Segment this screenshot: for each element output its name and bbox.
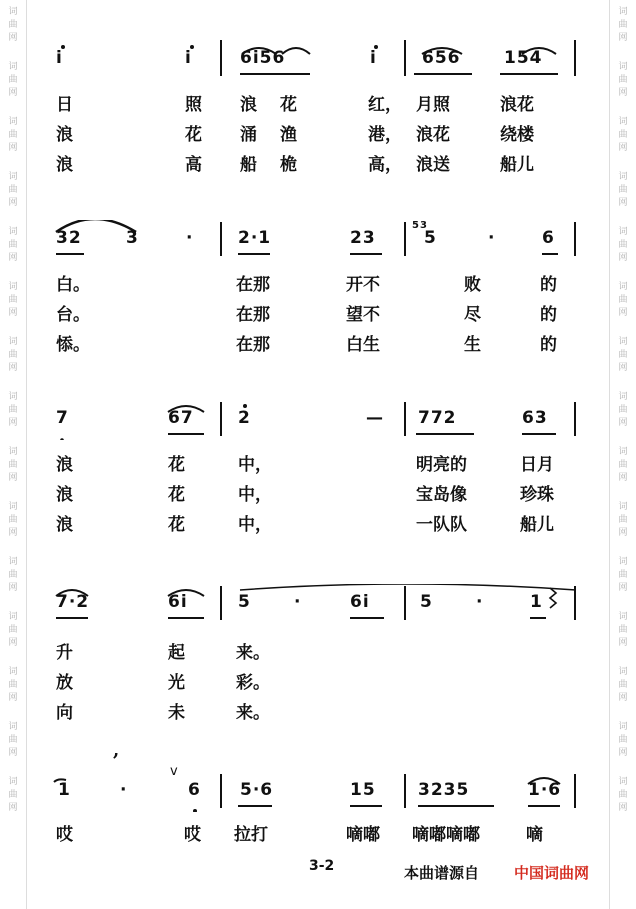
note: 6i [350, 592, 370, 612]
barline [220, 774, 222, 808]
watermark-char: 网 [618, 638, 628, 648]
watermark-char: 网 [8, 583, 18, 593]
barline [404, 40, 406, 76]
watermark-group [618, 61, 627, 100]
watermark-char: 网 [618, 748, 628, 758]
lyric: 花 [168, 455, 185, 475]
lyric: 在那 [236, 305, 270, 325]
lyric: 日 [56, 95, 73, 115]
source-label: 本曲谱源自 [404, 864, 480, 882]
watermark-char: 网 [8, 803, 18, 813]
watermark-char: 词 [8, 502, 18, 512]
watermark-char: 网 [618, 583, 628, 593]
lyric: 的 [540, 275, 557, 295]
note: 67 [168, 408, 194, 428]
watermark-char: 曲 [618, 405, 628, 415]
watermark-char: 曲 [618, 75, 628, 85]
system-1-marks [44, 40, 584, 80]
lyric: 花 [168, 515, 185, 535]
barline [574, 402, 576, 436]
lyric: 起 [168, 643, 185, 663]
watermark-char: 网 [8, 253, 18, 263]
watermark-char: 网 [8, 88, 18, 98]
note: i [370, 48, 377, 68]
lyric: 光 [168, 673, 185, 693]
page-number: 3-2 [309, 858, 335, 874]
lyric: 渔 [280, 125, 297, 145]
watermark-group [618, 446, 627, 485]
note: 5 [420, 592, 433, 612]
watermark-group [618, 226, 627, 265]
watermark-char: 曲 [8, 405, 18, 415]
barline [220, 402, 222, 436]
lyric: 望不 [346, 305, 380, 325]
watermark-char: 曲 [618, 680, 628, 690]
system-2-marks [44, 220, 584, 260]
watermark-char: 词 [8, 392, 18, 402]
lyric: 未 [168, 703, 185, 723]
system-3-marks [44, 400, 584, 440]
watermark-group [8, 281, 17, 320]
lyric: 珍珠 [520, 485, 554, 505]
barline [574, 222, 576, 256]
lyric: 宝岛像 [416, 485, 467, 505]
watermark-char: 网 [618, 418, 628, 428]
note: · [294, 592, 302, 612]
watermark-group [618, 776, 627, 815]
watermark-char: 曲 [8, 350, 18, 360]
watermark-char: 词 [8, 722, 18, 732]
watermark-char: 曲 [8, 185, 18, 195]
barline [404, 222, 406, 256]
watermark-group [618, 171, 627, 210]
watermark-group [8, 501, 17, 540]
breath-mark: , [113, 740, 120, 761]
note: 63 [522, 408, 548, 428]
accent-mark: v [170, 764, 179, 779]
lyric: 嘀嘟嘀嘟 [412, 825, 480, 845]
lyric: 浪 [56, 485, 73, 505]
watermark-char: 网 [618, 693, 628, 703]
lyric: 绕楼 [500, 125, 534, 145]
low-dot [193, 809, 197, 812]
lyric: 哎 [56, 825, 73, 845]
note: i [56, 48, 63, 68]
lyric: 嘀 [526, 825, 543, 845]
note: — [366, 408, 384, 428]
lyric: 来。 [236, 643, 270, 663]
note: 6i56 [240, 48, 286, 68]
watermark-group [618, 336, 627, 375]
watermark-char: 词 [618, 722, 628, 732]
lyric: 白。 [56, 275, 90, 295]
note: 5·6 [240, 780, 274, 800]
watermark-char: 曲 [8, 20, 18, 30]
barline [574, 40, 576, 76]
lyric: 悿。 [56, 335, 90, 355]
lyric: 在那 [236, 335, 270, 355]
note: 1 [58, 780, 71, 800]
lyric: 中， [238, 455, 272, 475]
lyric: 嘀嘟 [346, 825, 380, 845]
lyric: 涌 [240, 125, 257, 145]
lyric: 港， [368, 125, 402, 145]
watermark-group [8, 391, 17, 430]
note: 32 [56, 228, 82, 248]
note: 7 [56, 408, 69, 428]
watermark-group [8, 776, 17, 815]
lyric: 船儿 [500, 155, 534, 175]
barline [220, 222, 222, 256]
watermark-char: 词 [618, 337, 628, 347]
watermark-group [8, 611, 17, 650]
note: 772 [418, 408, 457, 428]
watermark-char: 网 [8, 418, 18, 428]
note: 2·1 [238, 228, 272, 248]
barline [220, 586, 222, 620]
watermark-char: 网 [618, 308, 628, 318]
lyric: 升 [56, 643, 73, 663]
watermark-char: 曲 [8, 240, 18, 250]
watermark-char: 词 [618, 117, 628, 127]
watermark-char: 曲 [8, 625, 18, 635]
note: · [476, 592, 484, 612]
barline [574, 586, 576, 620]
watermark-char: 曲 [8, 735, 18, 745]
watermark-char: 网 [618, 253, 628, 263]
watermark-group [618, 391, 627, 430]
watermark-char: 网 [618, 528, 628, 538]
watermark-char: 词 [618, 7, 628, 17]
watermark-char: 曲 [8, 130, 18, 140]
lyric: 日月 [520, 455, 554, 475]
watermark-char: 词 [618, 777, 628, 787]
watermark-char: 曲 [618, 460, 628, 470]
watermark-char: 网 [8, 528, 18, 538]
watermark-char: 网 [618, 803, 628, 813]
watermark-char: 曲 [8, 570, 18, 580]
lyric: 高， [368, 155, 402, 175]
note: 3 [126, 228, 139, 248]
note: 3235 [418, 780, 470, 800]
watermark-char: 曲 [8, 460, 18, 470]
watermark-char: 词 [8, 557, 18, 567]
low-dot [60, 438, 64, 440]
watermark-char: 词 [618, 62, 628, 72]
lyric: 浪 [240, 95, 257, 115]
watermark-char: 词 [8, 172, 18, 182]
lyric: 台。 [56, 305, 90, 325]
lyric: 花 [280, 95, 297, 115]
watermark-char: 词 [8, 227, 18, 237]
lyric: 浪 [56, 155, 73, 175]
watermark-char: 词 [8, 117, 18, 127]
watermark-group [618, 721, 627, 760]
watermark-group [8, 6, 17, 45]
lyric: 浪 [56, 515, 73, 535]
lyric: 浪花 [416, 125, 450, 145]
watermark-char: 曲 [618, 570, 628, 580]
lyric: 的 [540, 305, 557, 325]
watermark-char: 词 [8, 777, 18, 787]
watermark-char: 网 [618, 33, 628, 43]
watermark-char: 曲 [8, 790, 18, 800]
lyric: 照 [185, 95, 202, 115]
note: · [120, 780, 128, 800]
lyric: 浪送 [416, 155, 450, 175]
lyric: 尽 [464, 305, 481, 325]
lyric: 中， [238, 515, 272, 535]
lyric: 高 [185, 155, 202, 175]
watermark-char: 网 [618, 473, 628, 483]
lyric: 来。 [236, 703, 270, 723]
lyric: 船 [240, 155, 257, 175]
watermark-char: 网 [618, 88, 628, 98]
watermark-char: 词 [618, 447, 628, 457]
watermark-group [618, 666, 627, 705]
barline [220, 40, 222, 76]
watermark-char: 网 [8, 638, 18, 648]
watermark-group [8, 226, 17, 265]
watermark-char: 网 [618, 198, 628, 208]
lyric: 向 [56, 703, 73, 723]
lyric: 浪 [56, 455, 73, 475]
lyric: 生 [464, 335, 481, 355]
lyric: 败 [464, 275, 481, 295]
watermark-char: 曲 [8, 515, 18, 525]
note: 6 [542, 228, 555, 248]
note: 5 [238, 592, 251, 612]
watermark-group [618, 6, 627, 45]
watermark-char: 词 [8, 62, 18, 72]
note: 23 [350, 228, 376, 248]
note: 1 [530, 592, 543, 612]
watermark-group [8, 666, 17, 705]
long-slur [240, 584, 576, 590]
watermark-char: 词 [618, 282, 628, 292]
watermark-char: 曲 [618, 515, 628, 525]
lyric: 中， [238, 485, 272, 505]
watermark-char: 词 [618, 612, 628, 622]
watermark-char: 网 [8, 363, 18, 373]
lyric: 的 [540, 335, 557, 355]
lyric: 明亮的 [416, 455, 467, 475]
watermark-char: 词 [8, 667, 18, 677]
barline [574, 774, 576, 808]
right-watermark-strip [609, 0, 636, 909]
watermark-char: 词 [8, 612, 18, 622]
note: · [186, 228, 194, 248]
watermark-char: 曲 [8, 75, 18, 85]
watermark-char: 曲 [8, 680, 18, 690]
watermark-char: 曲 [618, 735, 628, 745]
watermark-char: 曲 [618, 185, 628, 195]
lyric: 船儿 [520, 515, 554, 535]
watermark-group [8, 721, 17, 760]
slur [282, 48, 310, 54]
lyric: 拉打 [234, 825, 268, 845]
note: 2 [238, 408, 251, 428]
note: 6i [168, 592, 188, 612]
watermark-char: 曲 [618, 790, 628, 800]
watermark-char: 曲 [618, 240, 628, 250]
watermark-group [8, 61, 17, 100]
watermark-char: 词 [618, 227, 628, 237]
watermark-char: 网 [618, 143, 628, 153]
note: 15 [350, 780, 376, 800]
lyric: 放 [56, 673, 73, 693]
watermark-group [8, 556, 17, 595]
barline [404, 586, 406, 620]
watermark-char: 词 [618, 502, 628, 512]
watermark-char: 曲 [8, 295, 18, 305]
lyric: 花 [168, 485, 185, 505]
watermark-char: 词 [8, 447, 18, 457]
barline [404, 402, 406, 436]
watermark-char: 词 [8, 337, 18, 347]
note: 7·2 [56, 592, 90, 612]
watermark-char: 网 [8, 143, 18, 153]
watermark-char: 词 [618, 392, 628, 402]
watermark-char: 网 [8, 308, 18, 318]
watermark-char: 词 [618, 667, 628, 677]
note: 1·6 [528, 780, 562, 800]
watermark-group [8, 171, 17, 210]
watermark-group [618, 611, 627, 650]
watermark-char: 网 [8, 198, 18, 208]
note: 5 [424, 228, 437, 248]
watermark-char: 曲 [618, 350, 628, 360]
watermark-char: 网 [8, 33, 18, 43]
watermark-char: 词 [618, 557, 628, 567]
watermark-group [618, 281, 627, 320]
barline [404, 774, 406, 808]
brand-link[interactable]: 中国词曲网 [514, 864, 590, 882]
watermark-char: 曲 [618, 130, 628, 140]
left-watermark-strip [0, 0, 27, 909]
watermark-char: 网 [8, 748, 18, 758]
lyric: 哎 [184, 825, 201, 845]
note: · [488, 228, 496, 248]
watermark-group [618, 501, 627, 540]
lyric: 月照 [416, 95, 450, 115]
lyric: 红， [368, 95, 402, 115]
lyric: 桅 [280, 155, 297, 175]
watermark-char: 词 [8, 282, 18, 292]
lyric: 一队队 [416, 515, 467, 535]
watermark-char: 曲 [618, 295, 628, 305]
lyric: 花 [185, 125, 202, 145]
watermark-char: 曲 [618, 20, 628, 30]
lyric: 开不 [346, 275, 380, 295]
lyric: 浪 [56, 125, 73, 145]
watermark-char: 网 [8, 693, 18, 703]
watermark-group [618, 116, 627, 155]
watermark-char: 词 [8, 7, 18, 17]
note: 656 [422, 48, 461, 68]
watermark-char: 词 [618, 172, 628, 182]
watermark-group [8, 446, 17, 485]
grace-note: 53 [412, 220, 428, 231]
watermark-char: 网 [618, 363, 628, 373]
note: 6 [188, 780, 201, 800]
lyric: 白生 [346, 335, 380, 355]
watermark-char: 网 [8, 473, 18, 483]
watermark-group [618, 556, 627, 595]
note: i [185, 48, 192, 68]
system-4-marks [44, 584, 584, 624]
watermark-group [8, 116, 17, 155]
watermark-char: 曲 [618, 625, 628, 635]
lyric: 浪花 [500, 95, 534, 115]
lyric: 彩。 [236, 673, 270, 693]
note: 154 [504, 48, 543, 68]
lyric: 在那 [236, 275, 270, 295]
watermark-group [8, 336, 17, 375]
trill-squiggle [550, 588, 556, 608]
